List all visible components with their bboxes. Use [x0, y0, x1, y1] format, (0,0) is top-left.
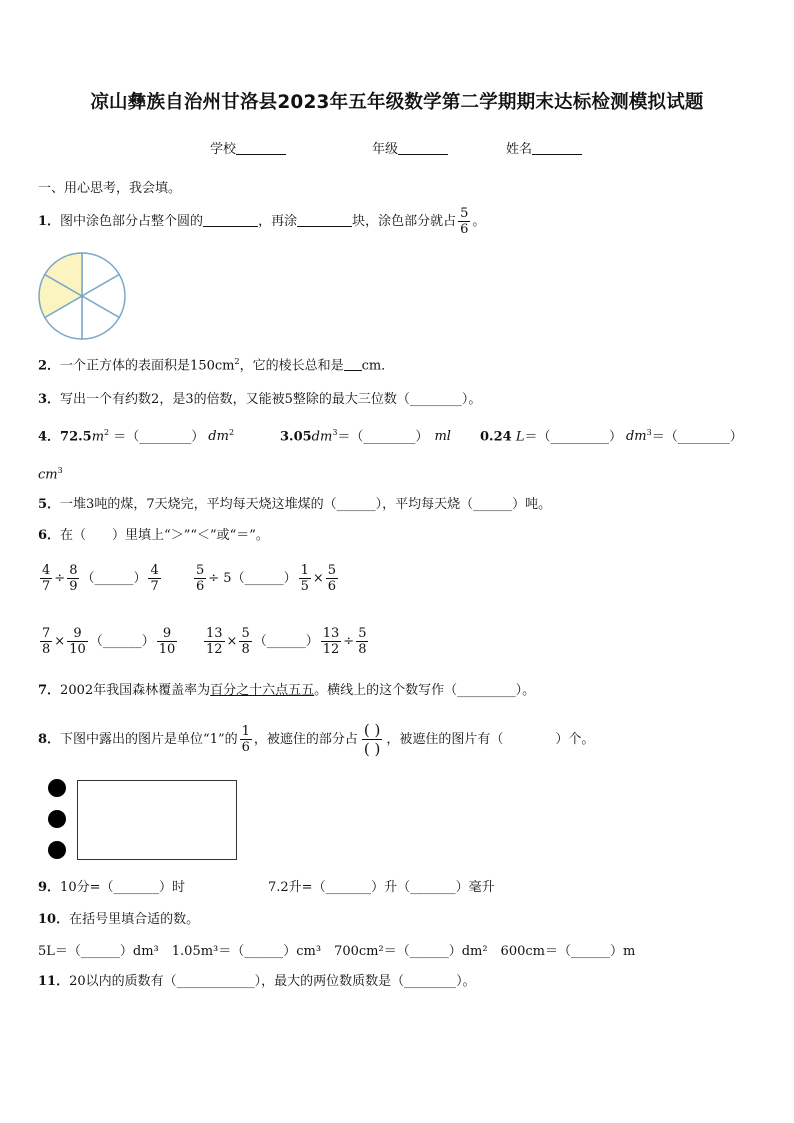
question-text: 在（ ）里填上“＞”“＜”或“＝”。: [60, 528, 269, 543]
cover-rectangle: [77, 780, 237, 860]
question-4-unit: $cm^3$: [38, 466, 63, 483]
question-number: 1．: [38, 214, 61, 229]
answer-fraction[interactable]: $\frac{( )}{( )}$: [363, 721, 381, 758]
question-9-part-2: 7.2升=（_______）升（_______）毫升: [268, 880, 495, 895]
question-text: 写出一个有约数2，是3的倍数，又能被5整除的最大三位数（________）。: [60, 392, 482, 407]
fraction: $\frac{5}{6}$: [460, 206, 469, 237]
compare-blank[interactable]: （______）: [231, 571, 297, 586]
grade-label: 年级: [372, 142, 399, 157]
question-1: 1．图中涂色部分占整个圆的 ，再涂 块，涂色部分就占 $\frac{5}{6}$ 。: [38, 206, 486, 237]
question-4-part-3: 0.24 L＝（_________） $dm^3=(\_\_\_\_\_\_\_\_)$: [480, 428, 743, 445]
name-label: 姓名: [506, 142, 533, 157]
compare-item: $\frac{7}{8}$ × $\frac{9}{10}$ （______） $\frac{9}{10}$: [42, 626, 176, 657]
question-10-line: 5L＝（______）dm³ 1.05m³＝（______）cm³ 700cm²＝（______）dm² 600cm＝（______）m: [38, 944, 636, 959]
dot-shape: [48, 779, 66, 797]
answer-blank[interactable]: [203, 212, 258, 227]
dot-shape: [48, 841, 66, 859]
question-10: 10．在括号里填合适的数。: [38, 912, 200, 927]
compare-blank[interactable]: （______）: [81, 571, 147, 586]
question-text: 块，涂色部分就占: [352, 214, 457, 229]
question-7: 7．2002年我国森林覆盖率为百分之十六点五五。横线上的这个数写作（_________）。: [38, 683, 536, 698]
answer-blank[interactable]: [344, 356, 362, 371]
question-5: 5．一堆3吨的煤，7天烧完，平均每天烧这堆煤的（______），平均每天烧（______）吨。: [38, 497, 552, 512]
question-11: 11．20以内的质数有（____________），最大的两位数质数是（________）。: [38, 974, 476, 989]
compare-blank[interactable]: （______）: [89, 634, 155, 649]
pie-circle: [36, 250, 128, 342]
pie-slices: [39, 253, 125, 339]
compare-item: $\frac{5}{6}$ ÷ 5（______） $\frac{1}{5}$ × $\frac{5}{6}$: [196, 563, 337, 594]
question-4: 4．$72.5m^2$ ＝（________） $dm^2$: [38, 428, 235, 445]
compare-item: $\frac{13}{12}$ × $\frac{5}{8}$ （______） $\frac{13}{12}$ ÷ $\frac{5}{8}$: [206, 626, 367, 657]
question-text: ，再涂: [258, 214, 298, 229]
school-blank[interactable]: [236, 140, 286, 155]
question-3: 3．写出一个有约数2，是3的倍数，又能被5整除的最大三位数（________）。: [38, 392, 482, 407]
page-title: 凉山彝族自治州甘洛县2023年五年级数学第二学期期末达标检测模拟试题: [90, 92, 704, 113]
question-text: 图中涂色部分占整个圆的: [60, 214, 204, 229]
answer-blank[interactable]: [297, 212, 352, 227]
school-field[interactable]: [210, 140, 286, 159]
dot-shape: [48, 810, 66, 828]
grade-field[interactable]: [372, 140, 448, 159]
question-2: 2．一个正方体的表面积是$150cm^2$，它的棱长总和是 cm．: [38, 357, 395, 374]
section-heading: 一、用心思考，我会填。: [38, 181, 182, 196]
question-8: 8．下图中露出的图片是单位“1”的 $\frac{1}{6}$ ，被遮住的部分占 $\frac{( )}{( )}$ ，被遮住的图片有（ ）个。: [38, 721, 595, 758]
question-text: 一个正方体的表面积是150cm: [60, 358, 235, 374]
grade-blank[interactable]: [398, 140, 448, 155]
question-4-part-2: $3.05dm^3=(\_\_\_\_\_\_\_\_)$ ml: [280, 428, 451, 445]
name-blank[interactable]: [532, 140, 582, 155]
question-text: 一堆3吨的煤，7天烧完，平均每天烧这堆煤的（______），平均每天烧（______）吨。: [60, 497, 552, 512]
compare-item: $\frac{4}{7}$ ÷ $\frac{8}{9}$ （______） $\frac{4}{7}$: [42, 563, 159, 594]
name-field[interactable]: [506, 140, 582, 159]
question-6: 6．在（ ）里填上“＞”“＜”或“＝”。: [38, 528, 269, 543]
compare-blank[interactable]: （______）: [253, 634, 319, 649]
school-label: 学校: [210, 142, 237, 157]
question-9: 9．10分=（_______）时: [38, 880, 185, 895]
